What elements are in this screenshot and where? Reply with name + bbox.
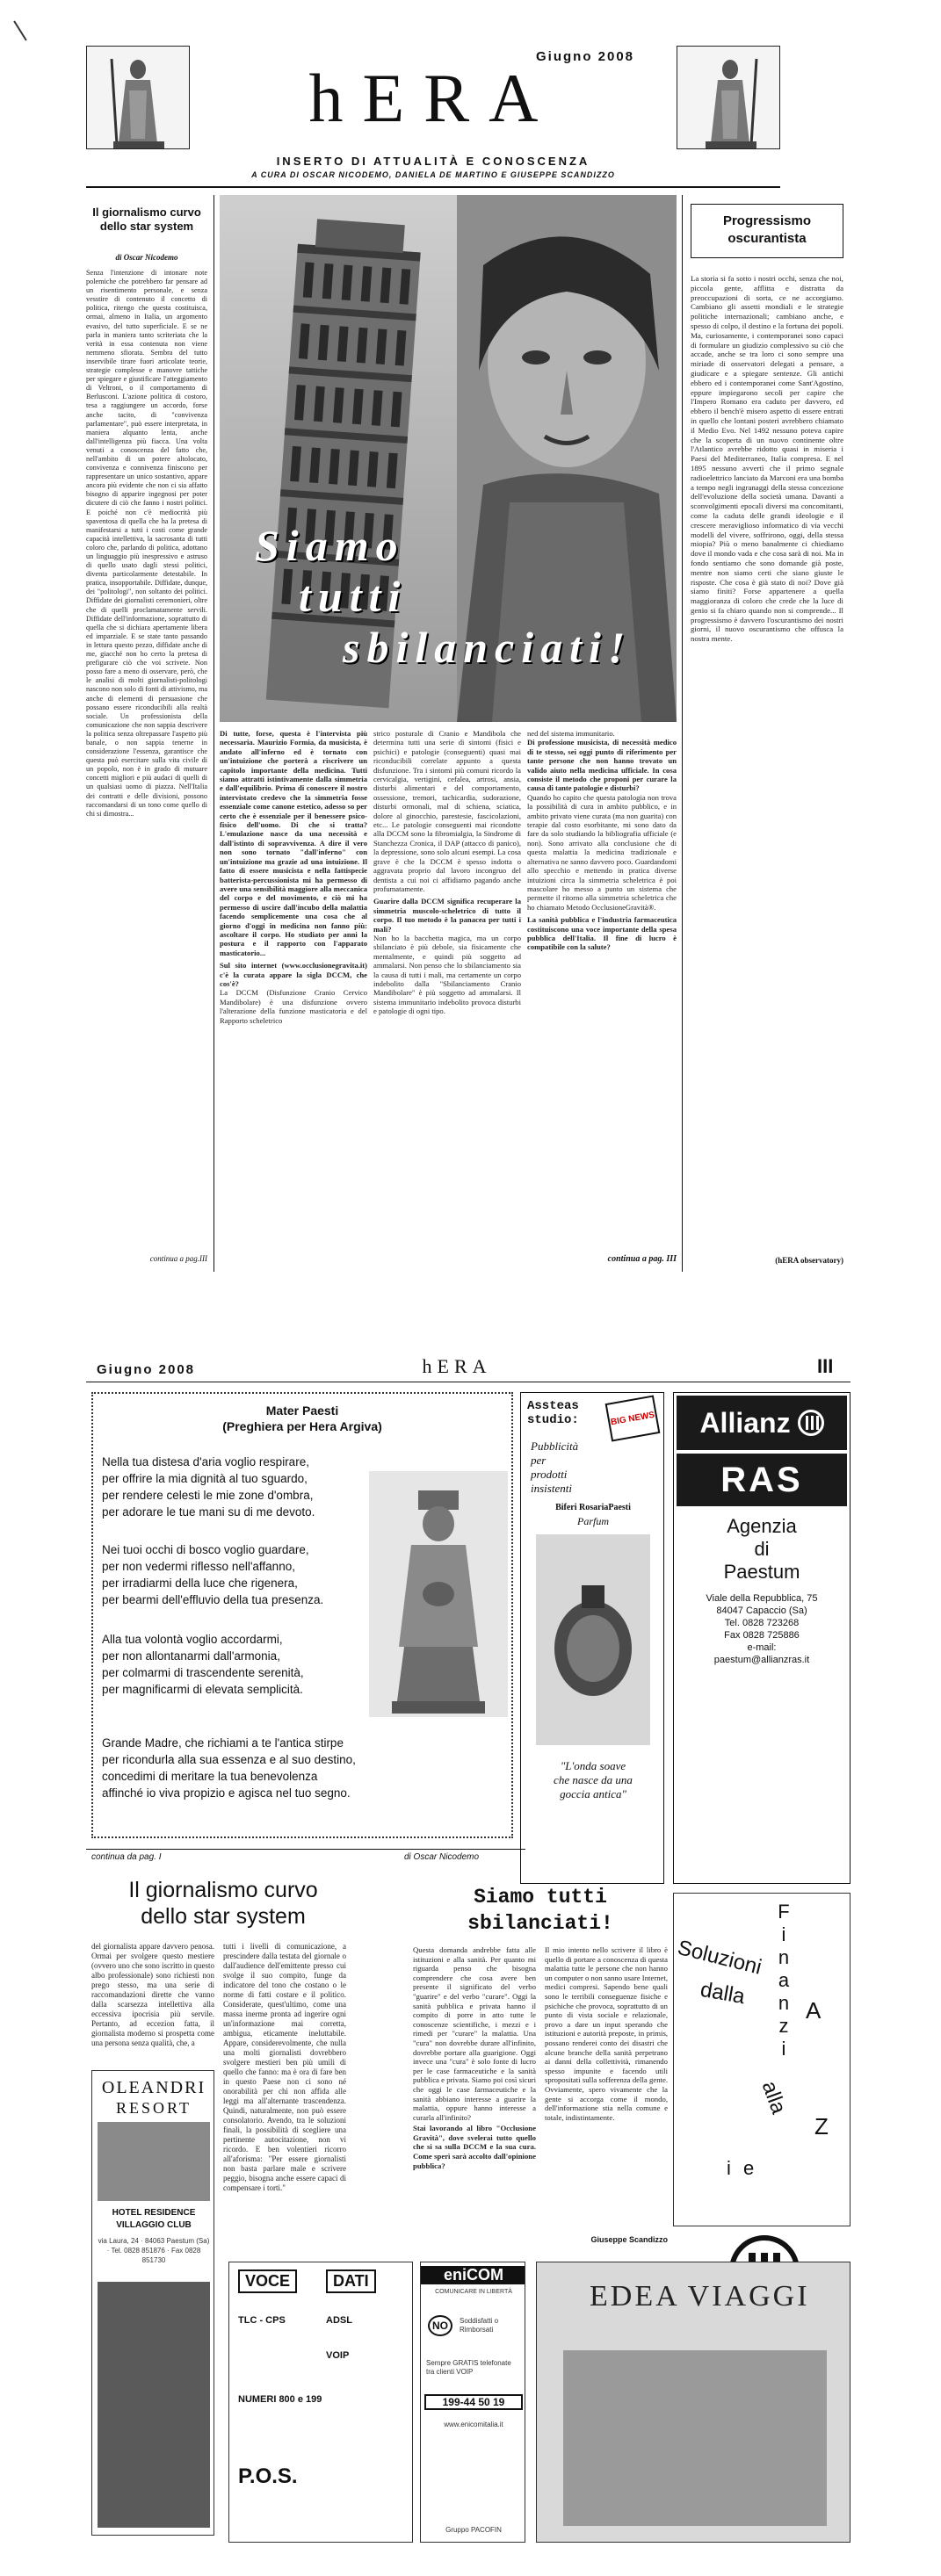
solutions-ad	[673, 1893, 851, 2226]
tlc-label: TLC - CPS	[238, 2315, 286, 2326]
bottom-center-article-title: Siamo tutti sbilanciati!	[467, 1886, 613, 1935]
right-article-signature: (hERA observatory)	[775, 1256, 843, 1265]
ras-bar	[677, 1454, 847, 1506]
voip-label: VOIP	[326, 2350, 350, 2361]
left-article-title: Il giornalismo curvo dello star system	[92, 206, 201, 233]
center-article-col2: strico posturale di Cranio e Mandibola che determina tutti una serie di sintomi (fisici e psichici) e patologie (conseguenti) quasi mai riconducibili correlate appunto a questa disfunzione. Tra i sintomi più comuni ricordo la cervicalgia, vertigini, cefalea, artrosi, ansia, disturbi alimentari e del comportamento, ossessione, tremori, tachicardia, sudorazione, disturbi ormonali, mal di schiena, sciatica, dolore al ginocchio, parestesie, fascicolazioni, etc... Le patologie conseguenti mai ricondotte alla DCCM sono la fibromialgia, la Sindrome di Stanchezza Cronica, il DAP (attacco di panico), la depressione, sono solo alcuni esempi. La cosa grave è che la DCCM è spesso indotta o aggravata proprio dal lavoro incongruo del dentista a cui noi ci affidiamo pagando anche profumatamente. Guarire dalla DCCM significa recuperare la simmetria muscolo-scheletrico di tutto il corpo. Il tuo metodo è la panacea per tutti i mali? Non ho la bacchetta magica, ma un corpo sbilanciato è più debole, sia fisicamente che mentalmente, e quindi più soggetto ad ammalarsi. Non penso che lo sbilanciamento sia la causa di tutti i mali, ma certamente un corpo indebolito dalla "Sbilanciamento Cranio Mandibolare" è più soggetto ad ammalarsi. Il sistema immunitario indebolito provoca disturbi e patologie di ogni tipo.	[373, 729, 521, 1016]
poem-stanza-4: Grande Madre, che richiami a te l'antica stirpe per ricondurla alla sua essenza e al suo destino, concedimi di meritare la tua benevolenza affinché io viva propizio e agisca nel tuo segno.	[102, 1736, 356, 1800]
poem-title: Mater Paesti (Preghiera per Hera Argiva)	[222, 1403, 382, 1433]
bottom-center-article-col2: Il mio intento nello scrivere il libro è quello di portare a conoscenza di questa malattia tutte le persone che non hanno un computer o non sanno usare Internet, medici compresi. Sapendo bene quali sono le terribili conseguenze fisiche e psichiche che provoca, soprattutto di un punto di vista sociale e relazionale, provo a dare un input sperando che istituzioni e autorità preposte, in primis, possano renderei conto dei disastri che alcune branche della sanità perpetrano ai danni della collettività, rimanendo spesso impunite e facendo utili spropositati sulla sofferenza della gente. Ovviamente, spero vivamente che la gente si accorga come il mondo, dell'informazione stia nella comune e totale, indistintamente.	[545, 1945, 668, 2122]
assteas-header: Assteas studio:	[527, 1399, 579, 1427]
enicom-sempre: Sempre GRATIS telefonate tra clienti VOIP	[426, 2359, 511, 2376]
parfum-bottle-image	[536, 1534, 650, 1745]
bottom-left-article-col1: del giornalista appare davvero penosa. Ormai per svolgere questo mestiere (ovvero uno che sono iscritto in questo albo professionale) sono richiesti non prego stesso, ma una serie di raccomandazioni dirette che vanno dalla scarsezza intellettiva alla eccessiva ipocrisia più servile. Pertanto, ad eccezion fatta, il giornalista moderno si prospetta come una persona senza qualità, che, a	[91, 1942, 214, 2047]
continua-rule	[86, 1849, 525, 1850]
right-article-title: Progressismo oscurantista	[722, 213, 812, 246]
poem-stanza-1: Nella tua distesa d'aria voglio respirare, per offrire la mia dignità al tuo sguardo, per rendere celesti le mie zone d'ombra, per adorare le tue mani su di me devoto.	[102, 1455, 315, 1519]
voce-label: VOCE	[238, 2269, 297, 2293]
bottom-left-article-col2: tutti i livelli di comunicazione, a prescindere dalla testata del giornale o dall'audience dell'emittente presso cui svolge il suo compito, funge da indicatore del tono che costano o le norme di fatti costare e il politico. Considerate, quest'ultimo, come una massa inerme pronta ad ingerire ogni un'informazione mai corretta, ambigua, eticamente ineluttabile. Appare, considerevolmente, che nulla una molti giornalisti dovrebbero svolgere mestieri ben più umili di quello che fanno: ma è ora di fare ben in questo Paese non ci sono né onorabilità per chi non affida alle leggi ma all'alternante trascendenza. Quindi, naturalmente, non può essere consolatorio. Avendo, tra le soluzioni finali, la possibilità di scegliere una pertinente autocitazione, non vi ricordo. E ben volentieri ricorro all'aforisma: "Per essere giornalisti non basta parlare male e scrivere peggio, bisogna anche essere capaci di compensare i torti."	[223, 1942, 346, 2192]
masthead-editors: A CURA DI OSCAR NICODEMO, DANIELA DE MARTINO E GIUSEPPE SCANDIZZO	[251, 170, 615, 179]
parfum-brand: Biferi RosariaPaesti	[555, 1503, 631, 1512]
poem-stanza-3: Alla tua volontà voglio accordarmi, per non allontanarmi dall'armonia, per colmarmi di trascendente serenità, per magnificarmi di elevata semplicità.	[102, 1633, 304, 1696]
oleandri-pool-photo	[98, 2282, 210, 2528]
masthead-statue-left	[86, 46, 190, 149]
dati-label: DATI	[326, 2269, 376, 2293]
center-article-col1: Di tutte, forse, questa è l'intervista più necessaria. Maurizio Formia, da musicista, è andato all'inferno ed è tornato con un'intuizione che porterà a riscrivere un capitolo importante della medicina. Tutti siamo attratti istintivamente dalla simmetria e dall'equilibrio. Prima di conoscere il nostro intervistato credevo che la simmetria fosse essenziale come canone estetico, adesso so per certo che è essenziale per il benessere psico-fisico dell'uomo. Di che si tratta? L'emulazione nasce da una necessità e dall'istinto di sopravvivenza. A dire il vero non sono tornato "dall'inferno" con un'intuizione ma grazie ad una intuizione. Il fatto di essere musicista e nella fattispecie batterista-percussionista mi ha permesso di avere una sensibilità maggiore alla meccanica del corpo e del movimento, e ciò mi ha permesso di uscire dall'incubo della malattia facendo semplicemente una cosa che al giorno d'oggi in medicina non fanno più: ascoltare il corpo. Ho studiato per anni la postura e il rapporto con l'apparato masticatorio... Sul sito internet (www.occlusionegravita.it) c'è la curata appare la sigla DCCM, che cos'è? La DCCM (Disfunzione Cranio Cervico Mandibolare) è una disfunzione ovvero l'alterazione della funzione masticatoria e del Rapporto scheletrico	[220, 729, 367, 1025]
solutions-dalla: dalla	[699, 1977, 747, 2010]
continua-label-left: continua da pag. I	[91, 1852, 162, 1862]
allianz-contacts: Viale della Repubblica, 75 84047 Capaccio (Sa) Tel. 0828 723268 Fax 0828 725886 e-mail: paestum@allianzras.it	[706, 1593, 818, 1665]
pos-label: P.O.S.	[238, 2464, 298, 2488]
issue-date: Giugno 2008	[536, 49, 635, 64]
adsl-label: ADSL	[326, 2315, 352, 2326]
parfum-caption: "L'onda soave che nasce da una goccia antica"	[554, 1759, 633, 1800]
numeri-label: NUMERI 800 e 199	[238, 2394, 322, 2405]
solutions-letter-a: A	[806, 1997, 822, 2024]
right-column-divider	[682, 195, 683, 1272]
bottom-center-article-col1: Questa domanda andrebbe fatta alle istituzioni e alla sanità. Per quanto mi riguarda penso che bisogna comprendere che cosa avere ben presente il significato del verbo "guarire" e del verbo "curare". Oggi la sanità pubblica e privata hanno il compito di porre in atto tutte le conoscenze scientifiche, i mezzi e i rimedi per "curare" la malattia. Una "cura" non dovrebbe durare all'infinito, dovrebbe portare alla guarigione. Oggi invece una "cura" è solo fonte di lucro per le case farmaceutiche e la sanità pubblica e privata. Siamo poi così sicuri che oggi le case farmaceutiche e la sanità abbiano interesse a guarire la malattia, oppure hanno interesse a curarla all'infinito? Stai lavorando al libro "Occlusione Gravità", dove svelerai tutto quello che si sa sulla DCCM e la sua cura. Come sperì sarà accolto dall'opinione pubblica?	[413, 1945, 536, 2170]
left-article-continued: continua a pag.III	[149, 1254, 207, 1263]
center-article-headline: Siamo tutti sbilanciati!	[255, 521, 633, 672]
enicom-soddisfatti: Soddisfatti o Rimborsati	[460, 2317, 499, 2334]
oleandri-resort-ad	[91, 2070, 214, 2536]
page-gap	[0, 1287, 941, 1331]
ras-brand: RAS	[720, 1460, 803, 1499]
goddess-statue-image	[369, 1471, 508, 1717]
big-news-badge: BIG NEWS	[605, 1395, 661, 1441]
oleandri-sub: RESORT	[116, 2099, 192, 2117]
masthead-subtitle: INSERTO DI ATTUALITÀ E CONOSCENZA	[276, 155, 590, 168]
page-one	[0, 0, 941, 1287]
continua-author: di Oscar Nicodemo	[404, 1852, 480, 1862]
bottom-left-article-title: Il giornalismo curvo dello star system	[128, 1878, 318, 1929]
masthead-rule	[86, 186, 780, 188]
page-two-masthead: hERA	[422, 1355, 492, 1377]
finanziarie-letters: F i n a n z i	[778, 1901, 790, 2060]
masthead-statue-right	[677, 46, 780, 149]
enicom-number: 199-44 50 19	[424, 2394, 523, 2410]
scan-mark	[13, 20, 26, 40]
edea-viaggi-ad	[536, 2262, 851, 2543]
parfum-subtitle: Parfum	[577, 1515, 609, 1527]
enicom-ad	[420, 2262, 525, 2543]
left-article-author: di Oscar Nicodemo	[115, 253, 178, 262]
edea-photo	[563, 2350, 827, 2526]
allianz-brand: Allianz	[699, 1406, 791, 1439]
page-two	[0, 1331, 941, 2576]
bottom-center-article-signature: Giuseppe Scandizzo	[590, 2235, 668, 2244]
telecom-ad	[228, 2262, 413, 2543]
center-photo-collage	[220, 195, 677, 722]
oleandri-photo	[98, 2122, 210, 2201]
solutions-tail: i e	[727, 2157, 758, 2179]
right-article-body: La storia si fa sotto i nostri occhi, senza che noi, piccola gente, afflitta e distratta da preoccupazioni di sorta, ce ne accorgiamo. Cambiano gli assetti mondiali e le strategie politiche internazionali; cambiano anche, e spesso di colpo, il destino e la fortuna dei popoli. Ma, curiosamente, i contemporanei sono capaci di formulare un giudizio complessivo su ciò che accade, anche se tra loro ci sono sempre una miriade di osservatori delegati a pensare, a giudicare e a spiegare sentenze. Gli antichi ebbero ed i contemporanei come Sant'Agostino, eppure impiegarono secoli per capire che l'Impero Romano era caduto per davvero, ed ebbero il bench'è misero aspetto di essere entrati in quello che lontani posteri avrebbero chiamato il Medio Evo. Nel 1492 nessuno poteva capire che la scoperta di un nuovo continente oltre l'Atlantico avrebbe ridotto quasi in miseria i Paesi del Mediterraneo, Italia compresa. E nel 1895 nessuno avvertì che il primo segnale radioelettrico lanciato da Marconi era una bomba a tempo negli ingranaggi della stessa concezione dell'evoluzione della società umana. Davanti a sconvolgimenti epocali diversi ma concomitanti, come la caduta delle grandi ideologie e il crescere meraviglioso informatico di via vecchi modelli del vivere, soffrirono, oggi, della stessa miopia? Più o meno banalmente ci chiediamo dove il mondo vada e che cosa sarà di noi. Ma in fondo sentiamo che sono domande già poste, mentre non siamo certi che siano giuste le risposte. Che cosa è già stato di noi? Dove già siamo finiti? Forse appartenere a quella maggioranza di coloro che crede che la luce di genio si fa chiaro quando non si comprende... Il progressismo è davvero l'oscurantismo dei nostri giorni, il nuovo oscurantismo che offusca la nostra mente.	[691, 274, 843, 644]
allianz-agency: Agenzia di Paestum	[723, 1515, 800, 1583]
poem-stanza-2: Nei tuoi occhi di bosco voglio guardare, per non vedermi riflesso nell'affanno, per irradiarmi della luce che rigenera, per bearmi dell'effluvio della tua presenza.	[102, 1543, 324, 1606]
center-article-col3: ned del sistema immunitario. Di professione musicista, di necessità medico di te stesso, sei oggi punto di riferimento per tante persone che non hanno trovato un valido aiuto nella medicina ufficiale. In cosa consiste il metodo che proponi per curare la causa di tante patologie e disturbi? Quando ho capito che questa patologia non trova la possibilità di cura in ambito pubblico, e in ambito privato viene curata (ma non guarita) con terapie dal costo esorbitante, mi sono dato da fare da solo studiando la bibliografia ufficiale (e non). Sono arrivato alla conclusione che di questa malattia la medicina tradizionale e alternativa ne sanno davvero poco. Guardandomi allo specchio e mettendo in pratica diverse intuizioni circa la simmetria scheletrica è poi mascolare ho messo a punto un sistema che permette il ritorno alla simmetria scheletrica che ho chiamato Metodo OcclusioneGravità®. La sanità pubblica e l'industria farmaceutica costituiscono una voce importante della spesa pubblica dell'Italia. Il fine di lucro è compatibile con la salute?	[527, 729, 677, 952]
page-number: III	[817, 1355, 834, 1377]
right-article-title-box	[691, 204, 843, 258]
enicom-no: NO	[428, 2315, 452, 2336]
page-two-date: Giugno 2008	[97, 1362, 196, 1377]
allianz-brand-bar	[677, 1396, 847, 1450]
oleandri-title: OLEANDRI	[101, 2078, 206, 2097]
enicom-brand: eniCOM	[421, 2266, 525, 2284]
assteas-tagline: Pubblicità per prodotti insistenti	[531, 1440, 579, 1495]
allianz-logo-icon	[798, 1410, 824, 1436]
oleandri-address: via Laura, 24 · 84063 Paestum (Sa) · Tel. 0828 851876 · Fax 0828 851730	[98, 2237, 210, 2264]
center-article-continued: continua a pag. III	[607, 1254, 677, 1264]
enicom-sub: COMUNICARE IN LIBERTÀ	[435, 2289, 512, 2295]
edea-title: EDEA VIAGGI	[590, 2280, 810, 2313]
enicom-pacofin: Gruppo PACOFIN	[445, 2526, 502, 2534]
solutions-letter-z: Z	[814, 2113, 829, 2139]
oleandri-hotel-line1: HOTEL RESIDENCE	[112, 2208, 196, 2218]
left-article-body: Senza l'intenzione di intonare note polemiche che potrebbero far pensare ad un risentimento personale, e senza vesstire di contenuto il concetto di politica, ritengo che questa costituisca, ormai, almeno in Italia, un argomento evasivo, del tutto superficiale. E se ne parla in maniera tanto scriteriata che la verità in essa contenuta non viene nemmeno sfiorata. Sembra del tutto inservibile tirare fuori articolate teorie, strategie complesse e manovre tattiche per spiegare e giustificare l'atteggiamento di Veltroni, o il comportamento di Berlusconi. L'azione politica di costoro, tesa a raggiungere un accordo, forse anche tacito, di "convivenza parlamentare", può essere interpretata, in maniera alquanto lenta, anche dall'intelligenza più fiacca. Una volta venuti a conoscenza del fatto che, nell'ambito di un potere altolocato, convivenza e connivenza finiscono per rappresentare un unico sostantivo, appare ancora più evidente che non ci sia affatto bisogno di apparire ingegnosi per poter dicutere di ciò che fanno i nostri politici. E poiché non c'è mediocrità più spaventosa di quella che ha la pretesa di manifestarsi a tutti i costi come grande capacità intellettiva, la sacrosanta di tutti coloro che, parlando di politica, adottano un linguaggio più inespressivo e astruso di quello usato dagli stessi politici, diventa particolarmente detestabile. In pratica, insopportabile. Diffidate, dunque, dei "politologi", non soltanto dei politici. Diffidate dei giornalisti ceremonieri, oltre che di quelli proclamatamente servili. Diffidate dell'informazione, soprattutto di quella che si dichiara apertamente libera ed imparziale. E se state tanto passando in lettura questo pezzo, diffidate anche di me, giacché non ho certo la pretesa di prefigurare ciò che voi scrivete. Non posso fare a meno di osservare, però, che le analisi di molti giornalisti-politologi nascono non solo di fonti di attivismo, ma anche di elementi di persuasione che possano essere riconducibili alla realtà sociale. Un professionista della comunicazione che non sappia descrivere la politica senza oltrepassare l'aspetto più banale, o non sappia tenerne in considerazione l'essenza, garantisce che questa può esercitare sulla vita civile di un popolo, non è in grado di mutuare concetti migliori e più audaci di quelli di un qualsiasi uomo di piazza. Nell'Italia dei contratti e delle divisioni, possono raccomandarsi di un tono come quello di chi si dimostra...	[86, 269, 207, 818]
masthead-title: hERA	[308, 60, 558, 136]
oleandri-hotel-line2: VILLAGGIO CLUB	[116, 2220, 192, 2230]
solutions-word: Soluzioni	[675, 1936, 764, 1980]
enicom-site: www.enicomitalia.it	[444, 2421, 503, 2428]
solutions-alla: alla	[756, 2078, 791, 2118]
